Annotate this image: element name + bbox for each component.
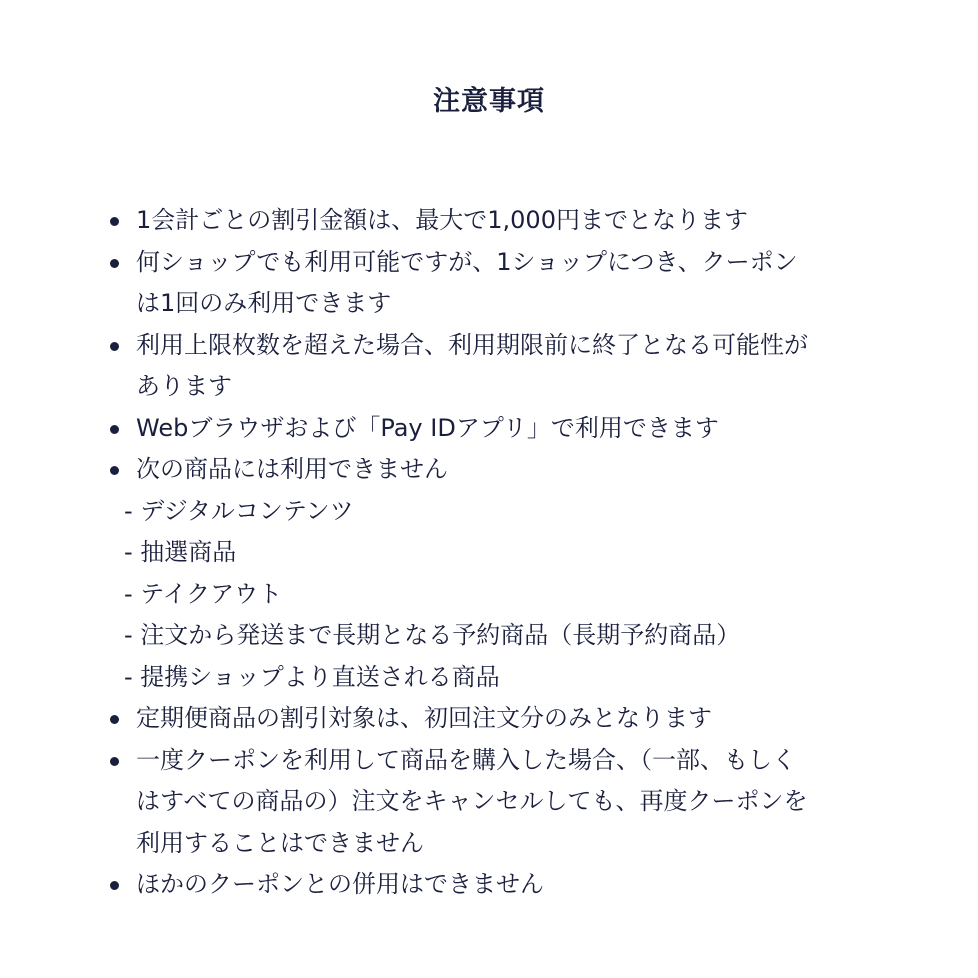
list-item-text: 利用上限枚数を超えた場合、利用期限前に終了となる可能性が — [136, 330, 808, 359]
sub-list-item-text: - デジタルコンテンツ — [124, 496, 354, 525]
list-item-text: 次の商品には利用できません — [136, 455, 448, 483]
list-item-text: 一度クーポンを利用して商品を購入した場合、（一部、もしく — [136, 745, 796, 774]
sub-list-item — [110, 491, 900, 533]
sub-list-item-text: - 提携ショップより直送される商品 — [124, 662, 500, 691]
sub-list-item — [110, 532, 900, 574]
list-item — [110, 740, 900, 865]
list-item-text: ほかのクーポンとの併用はできません — [136, 870, 544, 898]
list-item — [110, 408, 900, 450]
sub-list-item-text: - 注文から発送まで長期となる予約商品（長期予約商品） — [124, 621, 741, 649]
sub-list-item — [110, 615, 900, 657]
page-title: 注意事項 — [433, 86, 545, 118]
list-item — [110, 864, 900, 906]
sub-list-item — [110, 574, 900, 616]
list-item — [110, 242, 900, 325]
list-item — [110, 200, 900, 242]
list-item-text: 利用することはできません — [136, 828, 424, 857]
sub-list-item-text: - テイクアウト — [124, 579, 283, 608]
list-item-text: 1会計ごとの割引金額は、最大で1,000円までとなります — [136, 206, 748, 234]
sub-list-item — [110, 657, 900, 699]
list-item-text: はすべての商品の）注文をキャンセルしても、再度クーポンを — [136, 787, 808, 815]
list-item — [110, 325, 900, 408]
list-item — [110, 698, 900, 740]
list-item-text: 何ショップでも利用可能ですが、1ショップにつき、クーポン — [136, 247, 798, 276]
sub-list-item-text: - 抽選商品 — [124, 538, 237, 566]
list-item-text: あります — [136, 372, 232, 400]
list-item-text: 定期便商品の割引対象は、初回注文分のみとなります — [136, 704, 712, 732]
list-item-text: Webブラウザおよび「Pay IDアプリ」で利用できます — [136, 413, 719, 442]
list-item-text: は1回のみ利用できます — [136, 289, 392, 317]
list-item — [110, 449, 900, 491]
notice-list — [110, 200, 900, 906]
